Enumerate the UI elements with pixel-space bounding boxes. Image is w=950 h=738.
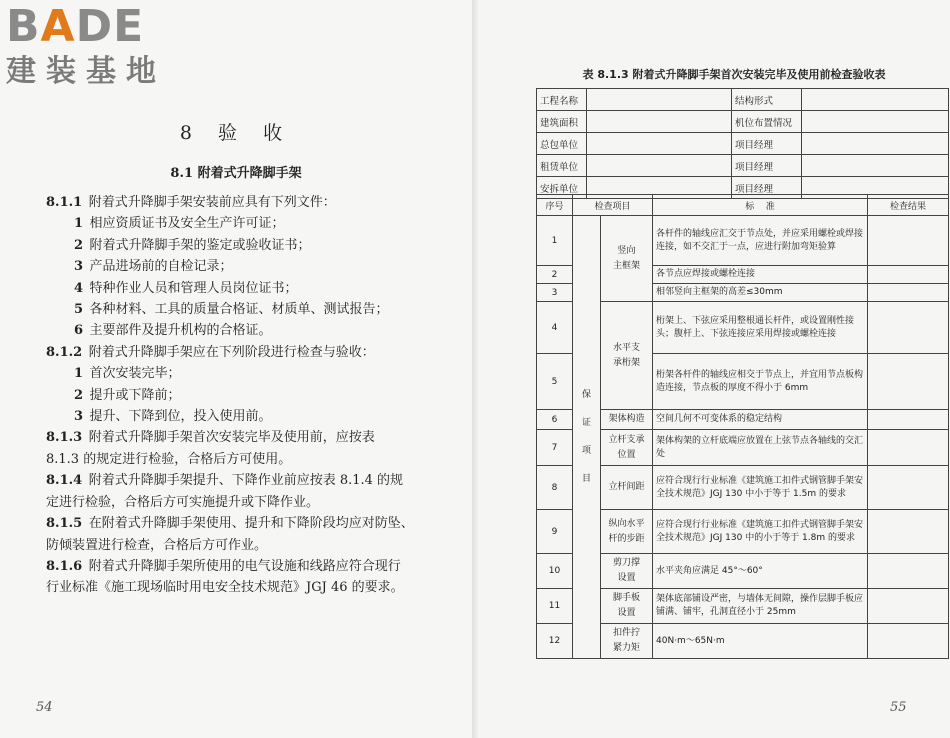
row-seq: 12 — [537, 624, 573, 659]
body-line — [46, 470, 441, 491]
body-line — [46, 577, 441, 598]
clause-text: 在附着式升降脚手架使用、提升和下降阶段均应对防坠、 — [88, 516, 414, 532]
info-value-field[interactable] — [802, 111, 949, 133]
logo-wordmark — [6, 2, 144, 52]
standard-text: 架体底部铺设严密，与墙体无间隙，操作层脚手板应铺满、铺牢，孔洞直径小于 25mm — [653, 589, 868, 624]
result-field[interactable] — [868, 302, 949, 354]
standard-text: 各杆件的轴线应汇交于节点处，并应采用螺栓或焊接连接，如不交汇于一点，应进行附加弯矩验算 — [653, 216, 868, 266]
clause-number: 2 — [74, 387, 84, 403]
row-seq: 11 — [537, 589, 573, 624]
category-label: 保 证 项 目 — [581, 390, 591, 484]
result-field[interactable] — [868, 284, 949, 302]
table-caption: 表 8.1.3 附着式升降脚手架首次安装完毕及使用前检查验收表 — [582, 68, 886, 81]
clause-text: 附着式升降脚手架提升、下降作业前应按表 8.1.4 的规 — [88, 473, 404, 489]
standard-text: 架体构架的立杆底端应放置在上弦节点各轴线的交汇处 — [653, 430, 868, 466]
info-label: 项目经理 — [732, 155, 802, 177]
info-value-field[interactable] — [587, 133, 732, 155]
inspection-header-row — [537, 195, 949, 216]
clause-number: 8.1.3 — [46, 430, 83, 446]
body-line — [46, 342, 441, 363]
clause-number: 4 — [74, 280, 84, 296]
clause-number: 2 — [74, 237, 84, 253]
clause-text: 相应资质证书及安全生产许可证； — [89, 216, 285, 232]
clause-number: 8.1.5 — [46, 516, 83, 532]
clause-text: 各种材料、工具的质量合格证、材质单、测试报告； — [89, 302, 389, 318]
logo-letter-b: B — [6, 1, 41, 52]
info-label: 机位布置情况 — [732, 111, 802, 133]
info-row — [537, 111, 949, 133]
body-line — [46, 535, 441, 556]
clause-number: 8.1.2 — [46, 344, 83, 360]
info-label: 结构形式 — [732, 89, 802, 111]
clause-text: 行业标准《施工现场临时用电安全技术规范》JGJ 46 的要求。 — [46, 580, 404, 596]
clause-number: 6 — [74, 323, 84, 339]
row-seq: 8 — [537, 466, 573, 510]
sub-item: 剪刀撑 设置 — [601, 554, 653, 589]
body-line — [46, 427, 441, 448]
standard-text: 应符合现行行业标准《建筑施工扣件式钢管脚手架安全技术规范》JGJ 130 中的小于等于 1.8m 的要求 — [653, 510, 868, 554]
clause-text: 特种作业人员和管理人员岗位证书； — [89, 280, 298, 296]
clause-text: 定进行检验，合格后方可实施提升或下降作业。 — [46, 494, 320, 510]
section-title: 8.1 附着式升降脚手架 — [170, 166, 302, 181]
row-seq: 6 — [537, 410, 573, 430]
body-line — [46, 492, 441, 513]
chapter-title: 8 验 收 — [179, 122, 293, 144]
info-value-field[interactable] — [587, 155, 732, 177]
body-text — [46, 192, 441, 599]
sub-item: 立杆间距 — [601, 466, 653, 510]
sub-item: 立杆支承 位置 — [601, 430, 653, 466]
info-label: 项目经理 — [732, 177, 802, 199]
category-cell — [573, 216, 601, 659]
info-label: 安拆单位 — [537, 177, 587, 199]
clause-number: 8.1.4 — [46, 473, 83, 489]
result-field[interactable] — [868, 510, 949, 554]
info-row — [537, 155, 949, 177]
result-field[interactable] — [868, 354, 949, 410]
page-number-left: 54 — [36, 700, 53, 715]
inspection-row — [537, 216, 949, 266]
sub-item: 架体构造 — [601, 410, 653, 430]
clause-number: 8.1.1 — [46, 195, 83, 210]
row-seq: 3 — [537, 284, 573, 302]
clause-number: 3 — [74, 259, 84, 275]
project-info-table — [536, 88, 949, 199]
result-field[interactable] — [868, 589, 949, 624]
clause-text: 8.1.3 的规定进行检验，合格后方可使用。 — [46, 451, 292, 467]
info-value-field[interactable] — [587, 89, 732, 111]
info-value-field[interactable] — [802, 89, 949, 111]
clause-number: 1 — [74, 216, 84, 232]
sub-item: 竖向 主框架 — [601, 216, 653, 302]
header-item: 检查项目 — [573, 195, 653, 216]
bade-logo — [4, 2, 184, 92]
clause-number: 8.1.6 — [46, 558, 83, 574]
body-line — [46, 278, 441, 299]
row-seq: 9 — [537, 510, 573, 554]
header-seq: 序号 — [537, 195, 573, 216]
standard-text: 水平夹角应满足 45°～60° — [653, 554, 868, 589]
clause-number: 3 — [74, 409, 84, 425]
body-line — [46, 385, 441, 406]
body-line — [46, 320, 441, 341]
body-line — [46, 363, 441, 384]
body-line — [46, 299, 441, 320]
logo-letters-de: DE — [75, 1, 145, 52]
clause-text: 附着式升降脚手架的鉴定或验收证书； — [89, 237, 311, 253]
body-line — [46, 449, 441, 470]
logo-subtitle: 建装基地 — [6, 54, 166, 89]
standard-text: 应符合现行行业标准《建筑施工扣件式钢管脚手架安全技术规范》JGJ 130 中小于等于 1.5m 的要求 — [653, 466, 868, 510]
clause-number: 5 — [74, 302, 84, 318]
standard-text: 桁架上、下弦应采用整根通长杆件，或设置刚性接头；腹杆上、下弦连接应采用焊接或螺栓连接 — [653, 302, 868, 354]
standard-text: 40N·m～65N·m — [653, 624, 868, 659]
result-field[interactable] — [868, 266, 949, 284]
left-page — [0, 0, 472, 738]
clause-text: 附着式升降脚手架所使用的电气设施和线路应符合现行 — [88, 558, 401, 574]
clause-number: 1 — [74, 366, 84, 382]
result-field[interactable] — [868, 410, 949, 430]
header-standard: 标 准 — [653, 195, 868, 216]
sub-item: 脚手板 设置 — [601, 589, 653, 624]
inspection-table — [536, 194, 949, 659]
row-seq: 4 — [537, 302, 573, 354]
body-line — [46, 406, 441, 427]
clause-text: 附着式升降脚手架安装前应具有下列文件： — [88, 195, 336, 210]
info-label: 租赁单位 — [537, 155, 587, 177]
sub-item: 纵向水平 杆的步距 — [601, 510, 653, 554]
row-seq: 1 — [537, 216, 573, 266]
standard-text: 各节点应焊接或螺栓连接 — [653, 266, 868, 284]
clause-text: 防倾装置进行检查，合格后方可作业。 — [46, 537, 268, 553]
right-page — [478, 0, 950, 738]
info-row — [537, 89, 949, 111]
info-value-field[interactable] — [802, 133, 949, 155]
info-value-field[interactable] — [802, 155, 949, 177]
clause-text: 主要部件及提升机构的合格证。 — [89, 323, 272, 339]
clause-text: 附着式升降脚手架首次安装完毕及使用前，应按表 — [88, 430, 375, 446]
body-line — [46, 213, 441, 234]
standard-text: 桁架各杆件的轴线应相交于节点上，并宜用节点板构造连接，节点板的厚度不得小于 6mm — [653, 354, 868, 410]
clause-text: 产品进场前的自检记录； — [89, 259, 233, 275]
row-seq: 5 — [537, 354, 573, 410]
row-seq: 10 — [537, 554, 573, 589]
result-field[interactable] — [868, 624, 949, 659]
info-label: 项目经理 — [732, 133, 802, 155]
body-line — [46, 513, 441, 534]
clause-text: 附着式升降脚手架应在下列阶段进行检查与验收： — [88, 344, 375, 360]
body-line — [46, 192, 441, 213]
body-line — [46, 235, 441, 256]
result-field[interactable] — [868, 554, 949, 589]
info-label: 建筑面积 — [537, 111, 587, 133]
standard-text: 相邻竖向主框架的高差≤30mm — [653, 284, 868, 302]
body-line — [46, 556, 441, 577]
clause-text: 提升或下降前； — [89, 387, 181, 403]
logo-letter-a: A — [40, 1, 76, 52]
clause-text: 首次安装完毕； — [89, 366, 181, 382]
sub-item: 扣件拧 紧力矩 — [601, 624, 653, 659]
info-value-field[interactable] — [587, 111, 732, 133]
info-row — [537, 133, 949, 155]
header-result: 检查结果 — [868, 195, 949, 216]
sub-item: 水平支 承桁架 — [601, 302, 653, 410]
body-line — [46, 256, 441, 277]
page-number-right: 55 — [890, 700, 907, 715]
info-label: 工程名称 — [537, 89, 587, 111]
result-field[interactable] — [868, 216, 949, 266]
row-seq: 2 — [537, 266, 573, 284]
result-field[interactable] — [868, 430, 949, 466]
clause-text: 提升、下降到位，投入使用前。 — [89, 409, 272, 425]
info-label: 总包单位 — [537, 133, 587, 155]
standard-text: 空间几何不可变体系的稳定结构 — [653, 410, 868, 430]
result-field[interactable] — [868, 466, 949, 510]
row-seq: 7 — [537, 430, 573, 466]
